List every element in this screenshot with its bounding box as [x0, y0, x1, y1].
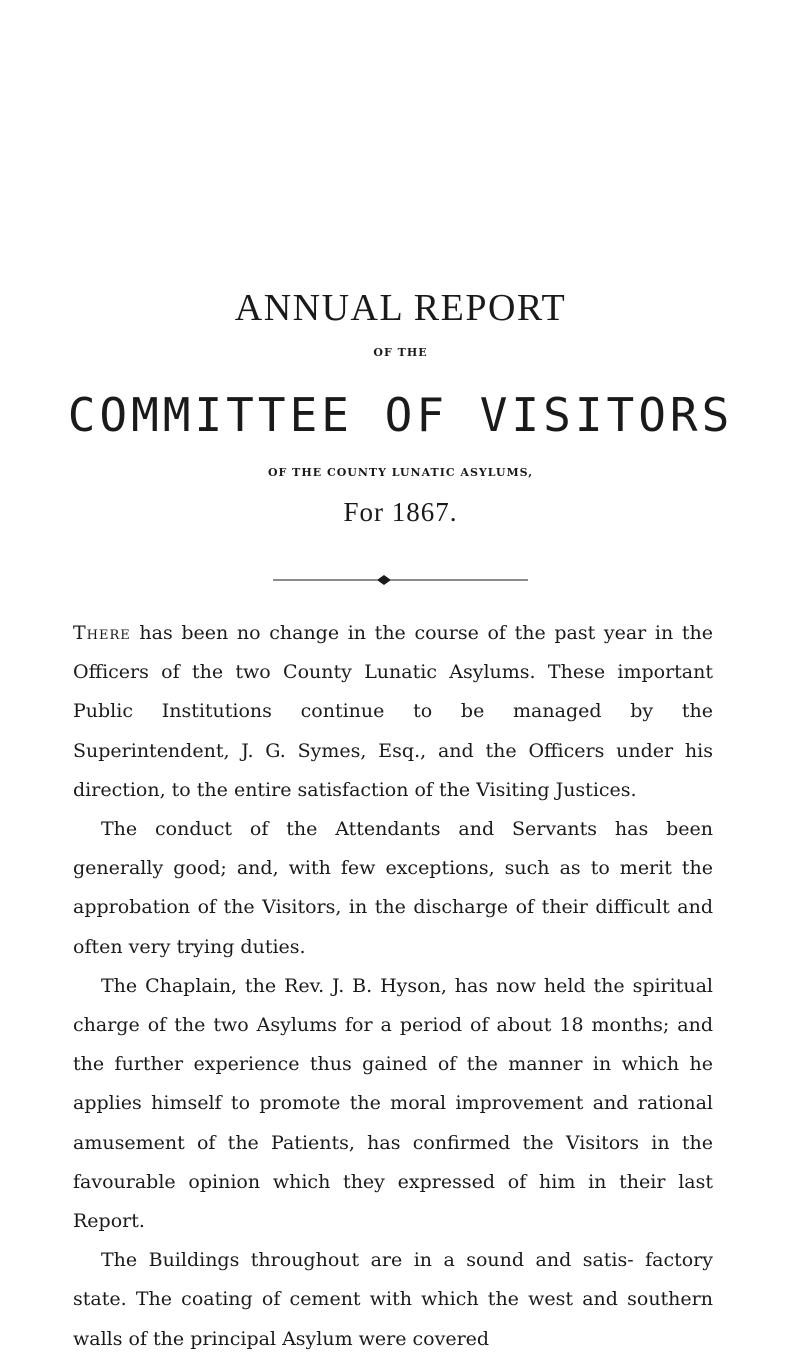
of-the-line: OF THE	[373, 346, 428, 359]
drop-lead-word: There	[73, 622, 131, 644]
paragraph-text: has been no change in the course of the past year in the Officers of the two County Lunatic Asylums. These important Public Institutions continue to be managed by the Superintendent, J. G. Symes, Esq., and the Officers under his direction, to the entire satisfaction of the Visiting Justices.	[73, 622, 713, 801]
paragraph: The Chaplain, the Rev. J. B. Hyson, has now held the spiritual charge of the two Asylums for a period of about 18 months; and the further experience thus gained of the manner in which he applies himself to promote the moral improvement and rational amusement of the Patients, has confirmed the Visitors in the favourable opinion which they expressed of him in their last Report.	[73, 974, 713, 1233]
report-year: For 1867.	[343, 497, 458, 527]
report-title: ANNUAL REPORT	[234, 287, 567, 329]
ornamental-divider	[273, 574, 528, 586]
committee-title: COMMITTEE OF VISITORS	[67, 388, 734, 442]
paragraph	[73, 614, 713, 810]
paragraph: The conduct of the Attendants and Servants has been generally good; and, with few exceptions, such as to merit the approbation of the Visitors, in the discharge of their difficult and often very trying duties.	[73, 818, 713, 958]
divider-diamond	[377, 575, 391, 585]
report-body	[73, 614, 713, 1359]
paragraph: The Buildings throughout are in a sound and satis- factory state. The coating of cement with which the west and southern walls of the principal Asylum were covered	[73, 1249, 713, 1350]
asylums-line: OF THE COUNTY LUNATIC ASYLUMS,	[267, 466, 534, 479]
